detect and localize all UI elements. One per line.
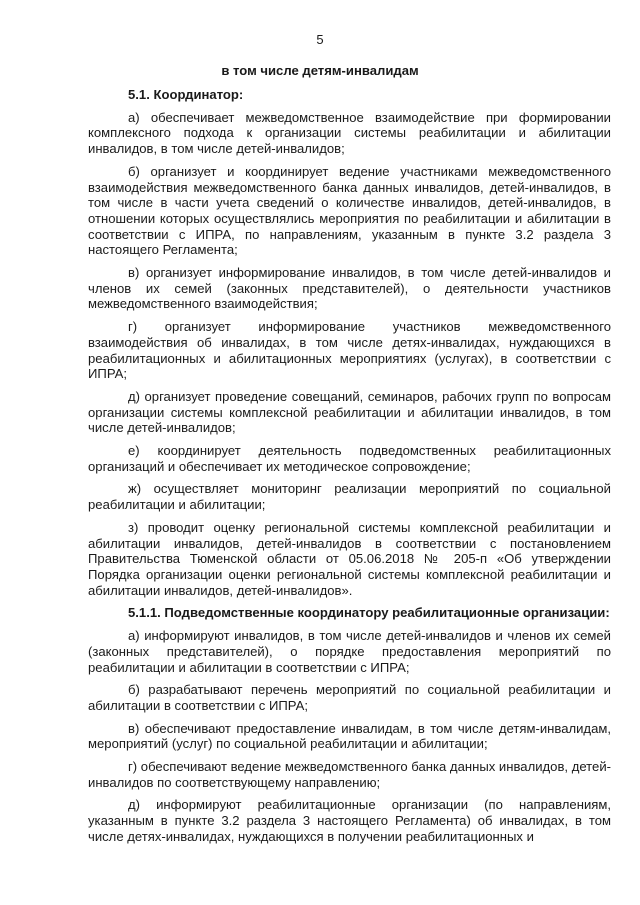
clause-5-1-1-a: а) информируют инвалидов, в том числе детей-инвалидов и членов их семей (законных представителей), о порядке предоставления мероприятий по реабилитации и абилитации в соответствии с ИПРА; bbox=[88, 628, 611, 675]
clause-5-1-1-title: 5.1.1. Подведомственные координатору реабилитационные организации: bbox=[128, 605, 610, 621]
section-heading: в том числе детям-инвалидам bbox=[221, 63, 419, 78]
clause-5-1-b: б) организует и координирует ведение участниками межведомственного взаимодействия межведомственного банка данных инвалидов, детей-инвалидов, в том числе в части учета сведений о количестве инвалидов, детей-инвалидов, в отношении которых осуществлялись мероприятия по реабилитации и абилитации в соответствии с ИПРА, по направлениям, указанным в пункте 3.2 раздела 3 настоящего Регламента; bbox=[88, 163, 611, 258]
clause-5-1-1-g: г) обеспечивают ведение межведомственного банка данных инвалидов, детей-инвалидов по соответствующему направлению; bbox=[88, 759, 611, 790]
clause-5-1-e: е) координирует деятельность подведомственных реабилитационных организаций и обеспечивает их методическое сопровождение; bbox=[88, 443, 611, 474]
clause-5-1-1-d: д) информируют реабилитационные организации (по направлениям, указанным в пункте 3.2 раздела 3 настоящего Регламента) об инвалидах, в том числе детях-инвалидах, нуждающихся в получении реабилитационных и bbox=[88, 797, 611, 844]
clause-5-1-g: г) организует информирование участников межведомственного взаимодействия об инвалидах, в том числе детях-инвалидах, нуждающихся в реабилитационных и абилитационных мероприятиях (услугах), в соответствии с ИПРА; bbox=[88, 319, 611, 382]
clause-5-1-v: в) организует информирование инвалидов, в том числе детей-инвалидов и членов их семей (законных представителей), о деятельности участников межведомственного взаимодействия; bbox=[88, 265, 611, 312]
clause-5-1-zh: ж) осуществляет мониторинг реализации мероприятий по социальной реабилитации и абилитации; bbox=[88, 481, 611, 513]
clause-5-1-1-b: б) разрабатывают перечень мероприятий по социальной реабилитации и абилитации в соответствии с ИПРА; bbox=[88, 682, 611, 713]
clause-5-1-d: д) организует проведение совещаний, семинаров, рабочих групп по вопросам организации системы комплексной реабилитации и абилитации инвалидов, в том числе детей-инвалидов; bbox=[88, 388, 611, 436]
document-body bbox=[88, 87, 611, 845]
clause-5-1-title: 5.1. Координатор: bbox=[128, 87, 244, 102]
page-number: 5 bbox=[316, 32, 324, 47]
clause-5-1-1-v: в) обеспечивают предоставление инвалидам, в том числе детям-инвалидам, мероприятий (услуг) по социальной реабилитации и абилитации; bbox=[88, 720, 611, 752]
clause-5-1-z: з) проводит оценку региональной системы комплексной реабилитации и абилитации инвалидов, детей-инвалидов в соответствии с постановлением Правительства Тюменской области от 05.06.2018 № 205-п «Об утверждении Порядка организации оценки региональной системы комплексной реабилитации и абилитации инвалидов, детей-инвалидов». bbox=[88, 519, 611, 598]
clause-5-1-a: а) обеспечивает межведомственное взаимодействие при формировании комплексного подхода к организации системы реабилитации и абилитации инвалидов, в том числе детей-инвалидов; bbox=[88, 109, 611, 157]
